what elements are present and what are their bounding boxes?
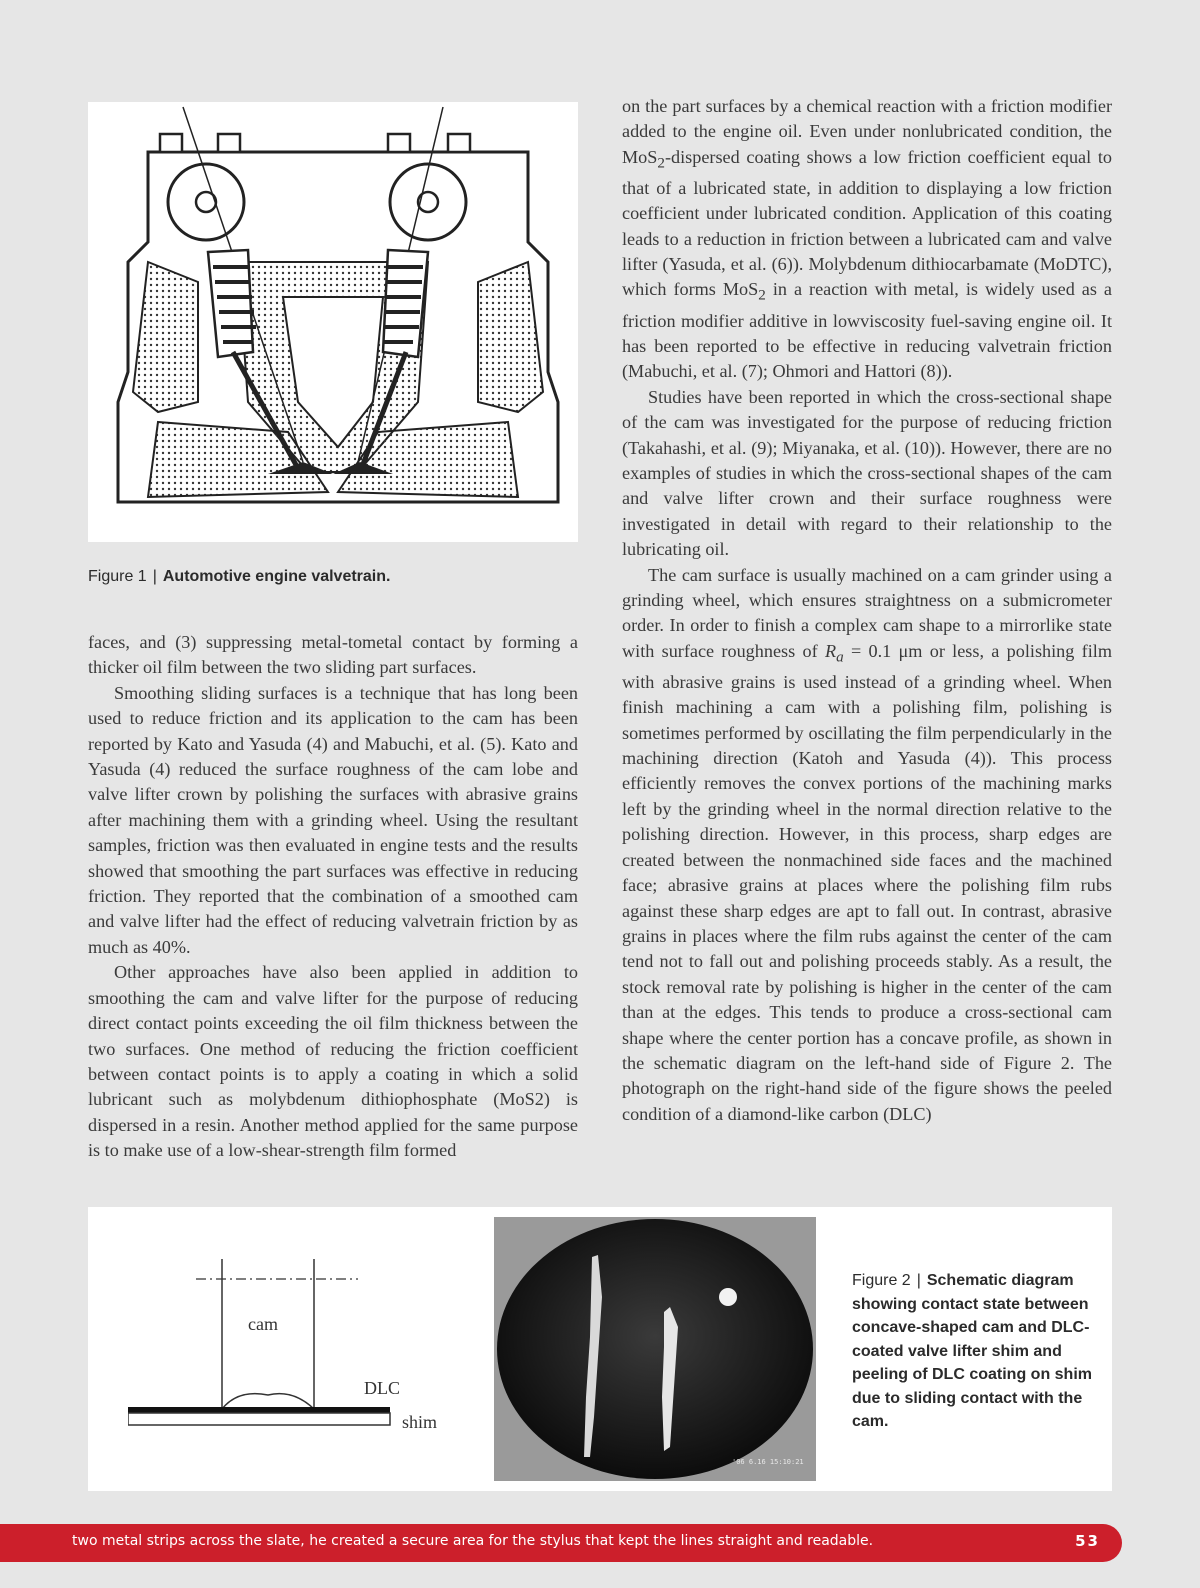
footer-text: two metal strips across the slate, he created a secure area for the stylus that kept the lines straight and readable. (72, 1533, 874, 1549)
left-column (88, 630, 578, 1164)
figure-1-caption (88, 565, 578, 589)
paragraph: Studies have been reported in which the cross-sectional shape of the cam was investigated for the purpose of reducing friction (Takahashi, et al. (9); Miyanaka, et al. (10)). However, there are no examples of studies in which the cross-sectional shapes of the cam and valve lifter crown and their surface roughness were investigated in detail with regard to their relationship to the lubricating oil. (622, 386, 1112, 560)
paragraph: Other approaches have also been applied in addition to smoothing the cam and valve lifter for the purpose of reducing direct contact points exceeding the oil film thickness between the two surfaces. One method of reducing the friction coefficient between contact points is to apply a coating in which a solid lubricant such as molybdenum dithiophosphate (MoS2) is dispersed in a resin. Another method applied for the same purpose is to make use of a low-shear-strength film formed (88, 962, 578, 1161)
dlc-label: DLC (364, 1378, 400, 1398)
paragraph: Smoothing sliding surfaces is a technique that has long been used to reduce friction and its application to the cam has been reported by Kato and Yasuda (4) and Mabuchi, et al. (5). Kato and Yasuda (4) reduced the surface roughness of the cam lobe and valve lifter crown by polishing the surfaces with abrasive grains after machining them with a grinding wheel. Using the resultant samples, friction was then evaluated in engine tests and the results showed that smoothing the part surfaces was effective in reducing friction. They reported that the combination of a smoothed cam and valve lifter had the effect of reducing valvetrain friction by as much as 40%. (88, 682, 578, 957)
paragraph: The cam surface is usually machined on a cam grinder using a grinding wheel, which ensures straightness on a submicrometer order. In order to finish a complex cam shape to a mirrorlike state with surface roughness of $R_a = 0.1$ μm or less, a polishing film with abrasive grains is used instead of a grinding wheel. When finish machining a cam with a polishing film, polishing is sometimes performed by oscillating the film perpendicularly in the machining direction (Katoh and Yasuda (4)). This process efficiently removes the convex portions of the machining marks left by the grinding wheel in the normal direction relative to the polishing direction. However, in this process, sharp edges are created between the nonmachined side faces and the machined face; abrasive grains at places where the polishing film rubs against these sharp edges are apt to fall out. In contrast, abrasive grains in places where the film rubs against the center of the cam tend not to fall out and polishing proceeds stably. As a result, the stock removal rate by polishing is higher in the center of the cam than at the edges. This tends to produce a cross-sectional cam shape where the center portion has a concave profile, as shown in the schematic diagram on the left-hand side of Figure 2. The photograph on the right-hand side of the figure shows the peeled condition of a diamond-like carbon (DLC) (622, 564, 1112, 1124)
figure-2-caption (852, 1269, 1102, 1434)
paragraph: on the part surfaces by a chemical reaction with a friction modifier added to the engine oil. Even under nonlubricated condition, the MoS$_2$-dispersed coating shows a low friction coefficient equal to that of a lubricated state, in addition to displaying a low friction coefficient under lubricated condition. Application of this coating leads to a reduction in friction between a lubricated cam and valve lifter (Yasuda, et al. (6)). Molybdenum dithiocarbamate (MoDTC), which forms MoS$_2$ in a reaction with metal, is widely used as a friction modifier additive in lowviscosity fuel-saving engine oil. It has been reported to be effective in reducing valvetrain friction (Mabuchi, et al. (7); Ohmori and Hattori (8)). (622, 96, 1112, 382)
caption-separator: | (916, 1272, 921, 1289)
figure-2-caption-text: Schematic diagram showing contact state between concave-shaped cam and DLC-coated valve lifter shim and peeling of DLC coating on shim due to sliding contact with the cam. (852, 1272, 1092, 1430)
figure-2 (88, 1207, 1112, 1491)
photo-timestamp: '06 6.16 15:10:21 (732, 1458, 804, 1466)
right-column (622, 94, 1112, 1127)
footer-bar (0, 1524, 1122, 1562)
caption-separator: | (152, 568, 157, 585)
valvetrain-drawing (88, 102, 578, 542)
figure-1-label: Figure 1 (88, 568, 147, 585)
cam-shim-schematic (128, 1237, 448, 1437)
cam-label: cam (248, 1314, 278, 1334)
figure-1-image (88, 102, 578, 542)
page-number: 53 (1075, 1532, 1100, 1550)
figure-1-caption-text: Automotive engine valvetrain. (162, 568, 391, 585)
figure-2-label: Figure 2 (852, 1272, 911, 1289)
dlc-peeling-photo (494, 1217, 816, 1481)
shim-label: shim (402, 1412, 438, 1432)
paragraph: faces, and (3) suppressing metal-tometal contact by forming a thicker oil film between the two sliding part surfaces. (88, 632, 578, 678)
